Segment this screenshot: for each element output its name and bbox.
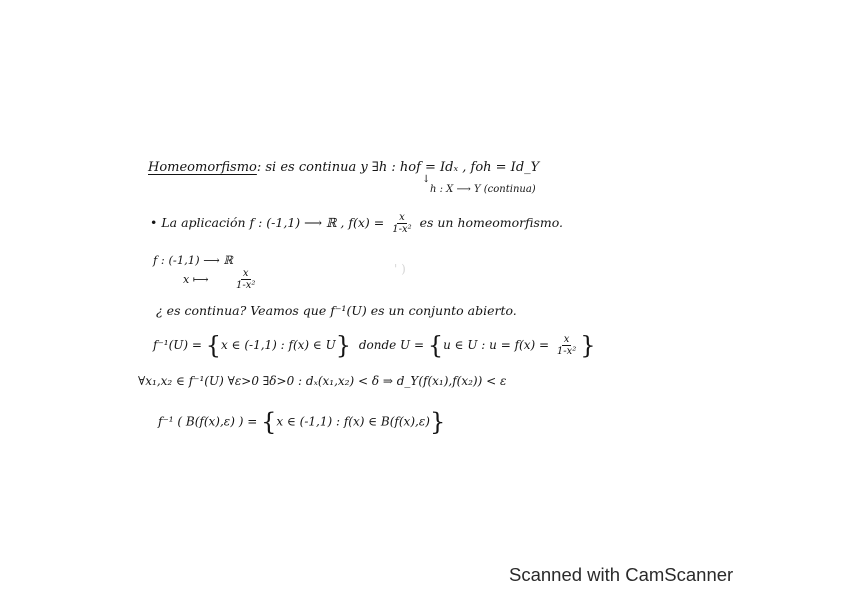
map-rule-line (183, 268, 259, 291)
preimage-set-body: x ∈ (-1,1) : f(x) ∈ U (221, 338, 336, 352)
inverse-map-line (420, 174, 536, 195)
ball-preimage-set-body: x ∈ (-1,1) : f(x) ∈ B(f(x),ε) (276, 414, 430, 429)
preimage-fraction (555, 334, 578, 357)
continuity-question-line (156, 303, 517, 318)
map-rule-fraction-den: 1-x² (235, 280, 256, 291)
camscanner-watermark: Scanned with CamScanner (509, 564, 734, 585)
preimage-text-before: f⁻¹(U) = (153, 338, 202, 352)
continuity-question-text: ¿ es continua? Veamos que f⁻¹(U) es un conjunto abierto. (156, 303, 517, 318)
map-definition-text: f : (-1,1) ⟶ ℝ (153, 253, 233, 267)
claim-fraction-num: x (399, 212, 405, 223)
preimage-fraction-den: 1-x² (556, 346, 577, 357)
ball-preimage-text-before: f⁻¹ ( B(f(x),ε) ) = (158, 414, 258, 429)
faint-pencil-mark: ' ) (394, 262, 406, 276)
definition-text: : si es continua y ∃h : hof = Idₓ , foh = Id_Y (256, 160, 540, 175)
down-arrow-icon: ↓ (422, 174, 431, 185)
definition-title: Homeomorfismo (148, 160, 257, 175)
map-definition-line (153, 253, 233, 267)
definition-line (148, 160, 539, 175)
map-rule-fraction (234, 268, 257, 291)
claim-line (150, 212, 563, 235)
inverse-map-text: h : X ⟶ Y (continua) (430, 184, 536, 195)
preimage-line: f⁻¹(U) = {x ∈ (-1,1) : f(x) ∈ U} donde U = {u ∈ U : u = f(x) = $\frac{x}{\text{1-x²}}$ } (153, 331, 596, 360)
ball-preimage-line: f⁻¹ ( B(f(x),ε) ) = {x ∈ (-1,1) : f(x) ∈ B(f(x),ε)} (158, 408, 446, 436)
epsilon-delta-text: ∀x₁,x₂ ∈ f⁻¹(U) ∀ε>0 ∃δ>0 : dₓ(x₁,x₂) < δ ⇒ d_Y(f(x₁),f(x₂)) < ε (138, 374, 507, 388)
claim-text-after: es un homeomorfismo. (419, 215, 564, 230)
preimage-fraction-num: x (563, 334, 570, 345)
preimage-set2-body: u ∈ U : u = f(x) = (443, 338, 550, 352)
map-rule-fraction-num: x (242, 268, 249, 279)
claim-fraction-den: 1-x² (392, 224, 412, 235)
epsilon-delta-line (138, 374, 506, 388)
claim-fraction (390, 212, 413, 235)
preimage-text-mid: donde U = (358, 338, 425, 352)
claim-text-before: • La aplicación f : (-1,1) ⟶ ℝ , f(x) = (150, 215, 385, 230)
map-rule-text: x ⟼ (183, 272, 209, 286)
